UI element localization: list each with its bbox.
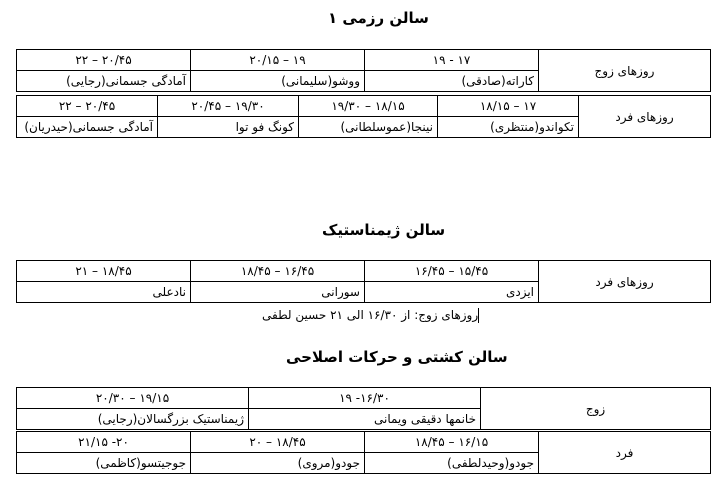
class-cell: آمادگی جسمانی(حیدریان)	[17, 117, 158, 138]
class-cell: کونگ فو توا	[158, 117, 299, 138]
class-cell: تکواندو(منتظری)	[438, 117, 579, 138]
class-cell: نادعلی	[17, 282, 191, 303]
row-label: زوج	[481, 388, 711, 430]
class-cell: جودو(مروی)	[191, 453, 365, 474]
time-cell: ۱۸/۴۵ – ۲۰	[191, 432, 365, 453]
time-cell: ۱۶/۴۵ – ۱۸/۴۵	[191, 261, 365, 282]
section3-title: سالن کشتی و حرکات اصلاحی	[286, 348, 508, 366]
class-cell: جودو(وحیدلطفی)	[365, 453, 539, 474]
row-label: روزهای زوج	[539, 50, 711, 92]
class-cell: ووشو(سلیمانی)	[191, 71, 365, 92]
even-days-note[interactable]	[262, 308, 480, 323]
class-cell: جوجیتسو(کاظمی)	[17, 453, 191, 474]
section1-odd-table	[16, 95, 711, 138]
class-cell: ایزدی	[365, 282, 539, 303]
time-cell: ۱۸/۱۵ – ۱۹/۳۰	[299, 96, 438, 117]
row-label: فرد	[539, 432, 711, 474]
class-cell: خانمها دقیقی ویمانی	[249, 409, 481, 430]
class-cell: نینجا(عموسلطانی)	[299, 117, 438, 138]
time-cell: ۱۷ – ۱۸/۱۵	[438, 96, 579, 117]
table-row	[17, 261, 711, 282]
time-cell: ۲۰- ۲۱/۱۵	[17, 432, 191, 453]
time-cell: ۲۰/۴۵ – ۲۲	[17, 96, 158, 117]
time-cell: ۱۷ - ۱۹	[365, 50, 539, 71]
section2-title: سالن ژیمناستیک	[322, 221, 446, 239]
time-cell: ۱۹ – ۲۰/۱۵	[191, 50, 365, 71]
time-cell: ۲۰/۴۵ – ۲۲	[17, 50, 191, 71]
class-cell: آمادگی جسمانی(رجایی)	[17, 71, 191, 92]
time-cell: ۱۶/۳۰- ۱۹	[249, 388, 481, 409]
table-row	[17, 432, 711, 453]
even-days-note-text: روزهای زوج: از ۱۶/۳۰ الی ۲۱ حسین لطفی	[262, 308, 479, 322]
table-row	[17, 50, 711, 71]
section2-odd-table	[16, 260, 711, 303]
section1-title: سالن رزمی ۱	[328, 9, 429, 27]
text-cursor	[478, 308, 479, 323]
time-cell: ۱۸/۴۵ – ۲۱	[17, 261, 191, 282]
table-row	[17, 96, 711, 117]
class-cell: کاراته(صادقی)	[365, 71, 539, 92]
time-cell: ۱۵/۴۵ – ۱۶/۴۵	[365, 261, 539, 282]
class-cell: سورانی	[191, 282, 365, 303]
time-cell: ۱۶/۱۵ – ۱۸/۴۵	[365, 432, 539, 453]
row-label: روزهای فرد	[579, 96, 711, 138]
section3-odd-table	[16, 431, 711, 474]
time-cell: ۱۹/۳۰ – ۲۰/۴۵	[158, 96, 299, 117]
row-label: روزهای فرد	[539, 261, 711, 303]
class-cell: ژیمناستیک بزرگسالان(رجایی)	[17, 409, 249, 430]
section3-even-table	[16, 387, 711, 430]
section1-even-table	[16, 49, 711, 92]
time-cell: ۱۹/۱۵ – ۲۰/۳۰	[17, 388, 249, 409]
table-row	[17, 388, 711, 409]
